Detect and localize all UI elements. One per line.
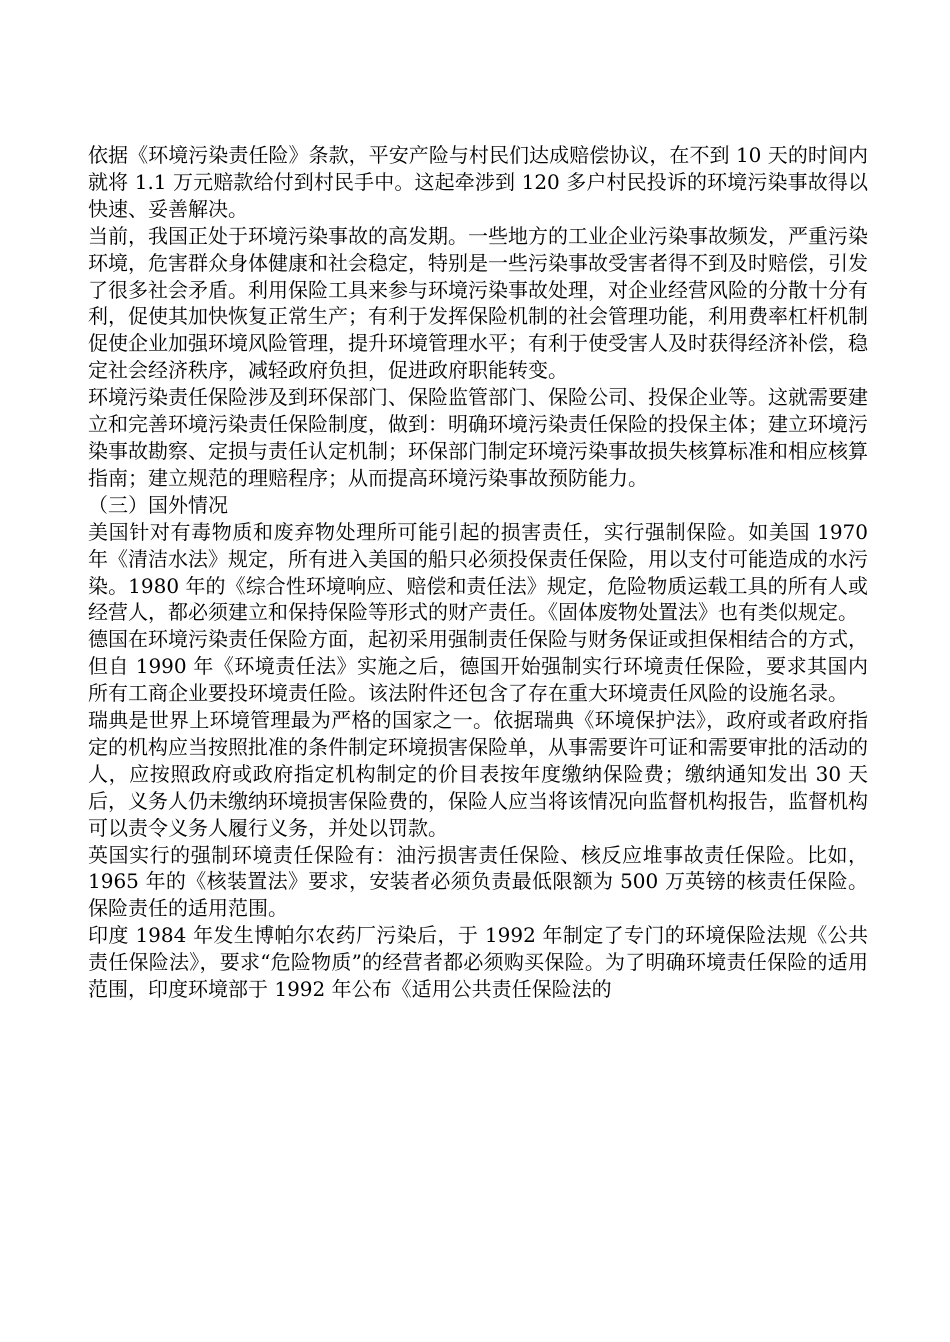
paragraph-current-situation: 当前，我国正处于环境污染事故的高发期。一些地方的工业企业污染事故频发，严重污染环境，危害群众身体健康和社会稳定，特别是一些污染事故受害者得不到及时赔偿，引发了很多社会矛盾。利用保险工具来参与环境污染事故处理，对企业经营风险的分散十分有利，促使其加快恢复正常生产；有利于发挥保险机制的社会管理功能，利用费率杠杆机制促使企业加强环境风险管理，提升环境管理水平；有利于使受害人及时获得经济补偿，稳定社会经济秩序，减轻政府负担，促进政府职能转变。 xyxy=(88,223,868,383)
paragraph-uk: 英国实行的强制环境责任保险有：油污损害责任保险、核反应堆事故责任保险。比如，1965 年的《核装置法》要求，安装者必须负责最低限额为 500 万英镑的核责任保险。保险责任的适用范围。 xyxy=(88,842,868,921)
section-heading-foreign: （三）国外情况 xyxy=(88,492,228,517)
paragraph-insurance-system: 环境污染责任保险涉及到环保部门、保险监管部门、保险公司、投保企业等。这就需要建立和完善环境污染责任保险制度，做到：明确环境污染责任保险的投保主体；建立环境污染事故勘察、定损与责任认定机制；环保部门制定环境污染事故损失核算标准和相应核算指南；建立规范的理赔程序；从而提高环境污染事故预防能力。 xyxy=(88,385,868,490)
paragraph-india: 印度 1984 年发生博帕尔农药厂污染后，于 1992 年制定了专门的环境保险法规《公共责任保险法》，要求“危险物质”的经营者都必须购买保险。为了明确环境责任保险的适用范围，印度环境部于 1992 年公布《适用公共责任保险法的 xyxy=(88,923,868,1002)
paragraph-usa: 美国针对有毒物质和废弃物处理所可能引起的损害责任，实行强制保险。如美国 1970 年《清洁水法》规定，所有进入美国的船只必须投保责任保险，用以支付可能造成的水污染。1980 年的《综合性环境响应、赔偿和责任法》规定，危险物质运载工具的所有人或经营人，都必须建立和保持保险等形式的财产责任。《固体废物处置法》也有类似规定。 xyxy=(88,519,868,625)
paragraph-compensation-case: 依据《环境污染责任险》条款，平安产险与村民们达成赔偿协议，在不到 10 天的时间内就将 1.1 万元赔款给付到村民手中。这起牵涉到 120 多户村民投诉的环境污染事故得以快速、妥善解决。 xyxy=(88,143,868,221)
document-body xyxy=(88,142,868,1003)
paragraph-sweden: 瑞典是世界上环境管理最为严格的国家之一。依据瑞典《环境保护法》，政府或者政府指定的机构应当按照批准的条件制定环境损害保险单，从事需要许可证和需要审批的活动的人，应按照政府或政府指定机构制定的价目表按年度缴纳保险费；缴纳通知发出 30 天后，义务人仍未缴纳环境损害保险费的，保险人应当将该情况向监督机构报告，监督机构可以责令义务人履行义务，并处以罚款。 xyxy=(88,708,868,840)
paragraph-germany: 德国在环境污染责任保险方面，起初采用强制责任保险与财务保证或担保相结合的方式，但自 1990 年《环境责任法》实施之后，德国开始强制实行环境责任保险，要求其国内所有工商企业要投环境责任险。该法附件还包含了存在重大环境责任风险的设施名录。 xyxy=(88,627,868,706)
